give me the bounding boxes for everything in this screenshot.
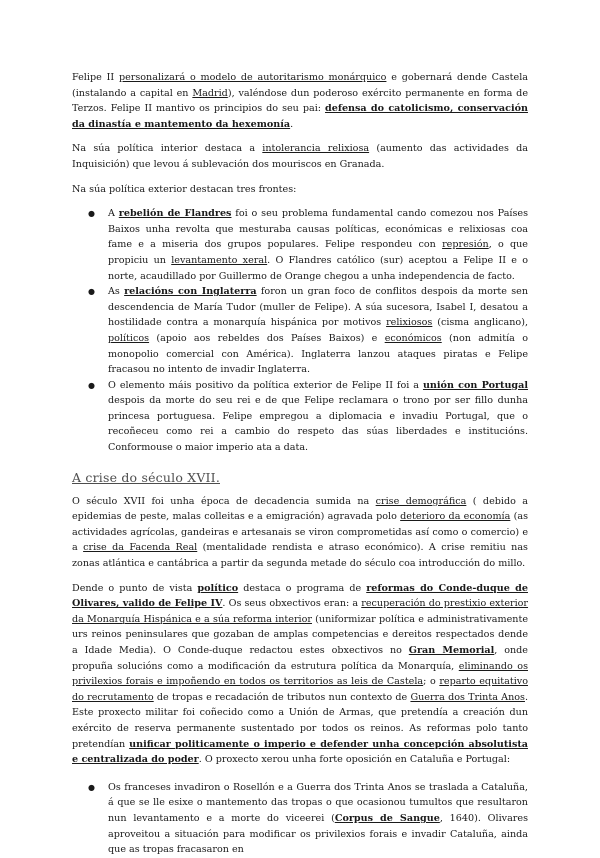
paragraph-interior-policy: Na súa política interior destaca a intolerancia relixiosa (aumento das actividades da Inquisición) que levou á sublevación dos mouriscos en Granada. xyxy=(72,143,528,170)
underlined-text: Guerra dos Trinta Anos xyxy=(410,691,525,703)
bold-underlined-text: Corpus de Sangue xyxy=(334,812,440,824)
underlined-text: económicos xyxy=(384,332,442,344)
list-opposition xyxy=(72,780,528,858)
bold-underlined-text: unión con Portugal xyxy=(422,379,529,391)
bold-underlined-text: defensa do catolicismo, conservación da dinastía e mantemento da hexemonía xyxy=(72,103,528,130)
bold-underlined-text: unificar politicamente o imperio e defender unha concepción absolutista e centralizada do poder xyxy=(72,738,528,766)
underlined-text: políticos xyxy=(108,332,150,344)
underlined-text: relixiosos xyxy=(386,317,433,329)
underlined-text: intolerancia relixiosa xyxy=(262,143,370,155)
bold-underlined-text: político xyxy=(197,582,239,594)
list-item: ● O elemento máis positivo da política exterior de Felipe II foi a unión con Portugal despois da morte do seu rei e de que Felipe reclamara o trono por ser fillo dunha princesa portuguesa. Felipe empregou a diplomacia e invadiu Portugal, que o recoñeceu como rei a cambio do respeto das súas liberdades e institucións. Conformouse o maior imperio ata a data. xyxy=(88,379,529,454)
bullet-icon: ● xyxy=(88,209,95,219)
bullet-icon: ● xyxy=(88,380,95,390)
underlined-text: crise demográfica xyxy=(375,495,467,507)
underlined-text: personalizará o modelo de autoritarismo monárquico xyxy=(118,72,387,83)
underlined-text: eliminando os privilexios forais e impoñendo en todos os territorios as leis de Castela xyxy=(72,660,528,688)
list-item: ● A rebelión de Flandres foi o seu problema fundamental cando comezou nos Países Baixos unha revolta que mesturaba causas políticas, económicas e relixiosas coa fame e a miseria dos grupos populares. Felipe respondeu con represión, o que propiciu un levantamento xeral. O Flandres católico (sur) aceptou a Felipe II e o norte, acaudillado por Guillermo de Orange chegou a unha independencia de facto. xyxy=(88,208,529,282)
underlined-text: Madrid xyxy=(192,87,228,99)
paragraph-exterior-intro: Na súa política exterior destacan tres frontes: xyxy=(72,183,297,195)
underlined-text: levantamento xeral xyxy=(171,254,268,266)
paragraph-intro: Felipe II personalizará o modelo de autoritarismo monárquico e gobernará dende Castela (instalando a capital en Madrid), valéndose dun poderoso exército permanente en forma de Terzos. Felipe II mantivo os principios do seu pai: defensa do catolicismo, conservación da dinastía e mantemento da hexemonía. xyxy=(72,72,529,130)
list-exterior-fronts xyxy=(72,206,528,456)
bullet-icon: ● xyxy=(88,782,95,792)
list-item: ● As relacións con Inglaterra foron un gran foco de conflitos despois da morte sen descendencia de María Tudor (muller de Felipe). A súa sucesora, Isabel I, desatou a hostilidade contra a monarquía hispánica por motivos relixiosos (cisma anglicano), políticos (apoio aos rebeldes dos Países Baixos) e económicos (non admitía o monopolio comercial con América). Inglaterra lanzou ataques piratas e Felipe fracasou no intento de invadir Inglaterra. xyxy=(88,286,529,376)
underlined-text: recuperación do prestixio exterior da Monarquía Hispánica e a súa reforma interior xyxy=(72,598,529,625)
underlined-text: crise da Facenda Real xyxy=(83,542,198,554)
bold-underlined-text: Gran Memorial xyxy=(408,645,495,656)
bold-underlined-text: relacións con Inglaterra xyxy=(124,286,257,298)
section-heading: A crise do século XVII. xyxy=(72,469,220,485)
paragraph-crisis: O século XVII foi unha época de decadencia sumida na crise demográfica ( debido a epidemias de peste, malas colleitas e a emigración) agravada polo deterioro da economía (as actividades agrícolas, gandeiras e artesanais se viron comprometidas así como o comercio) e a crise da Facenda Real (mentalidade rendista e atraso económico). A crise remitiu nas zonas atlántica e cantábrica a partir da segunda metade do século coa introducción do millo. xyxy=(72,495,529,570)
bullet-icon: ● xyxy=(88,287,95,297)
list-item: ● Os franceses invadiron o Rosellón e a Guerra dos Trinta Anos se traslada a Cataluña, á que se lle esixe o mantemento das tropas o que ocasionou tumultos que resultaron nun levantamento e a morte do viceerei (Corpus de Sangue, 1640). Olivares aproveitou a situación para modificar os privilexios forais e invadir Cataluña, ainda que as tropas fracasaron en xyxy=(88,781,528,856)
underlined-text: represión xyxy=(442,239,489,251)
underlined-text: reparto equitativo do recrutamento xyxy=(72,676,529,703)
bold-underlined-text: rebelión de Flandres xyxy=(118,208,232,220)
paragraph-olivares: Dende o punto de vista político destaca o programa de reformas do Conde-duque de Olivares, valido de Felipe IV. Os seus obxectivos eran: a recuperación do prestixio exterior da Monarquía Hispánica e a súa reforma interior (uniformizar política e administrativamente urs reinos peninsulares que gozaban de amplas competencias e dereitos respectados dende a Idade Media). O Conde-duque redactou estes obxectivos no Gran Memorial, onde propuña solucións como a modificación da estrutura política da Monarquía, eliminando os privilexios forais e impoñendo en todos os territorios as leis de Castela; o reparto equitativo do recrutamento de tropas e recadación de tributos nun contexto de Guerra dos Trinta Anos. Este proxecto militar foi coñecido como a Unión de Armas, que pretendía a creación dun exército de reserva permanente sustentado por todos os reinos. As reformas polo tanto pretendían unificar politicamente o imperio e defender unha concepción absolutista e centralizada do poder. O proxecto xerou unha forte oposición en Cataluña e Portugal: xyxy=(72,582,529,766)
bold-underlined-text: reformas do Conde-duque de Olivares, valido de Felipe IV xyxy=(72,582,528,610)
underlined-text: deterioro da economía xyxy=(400,511,511,523)
